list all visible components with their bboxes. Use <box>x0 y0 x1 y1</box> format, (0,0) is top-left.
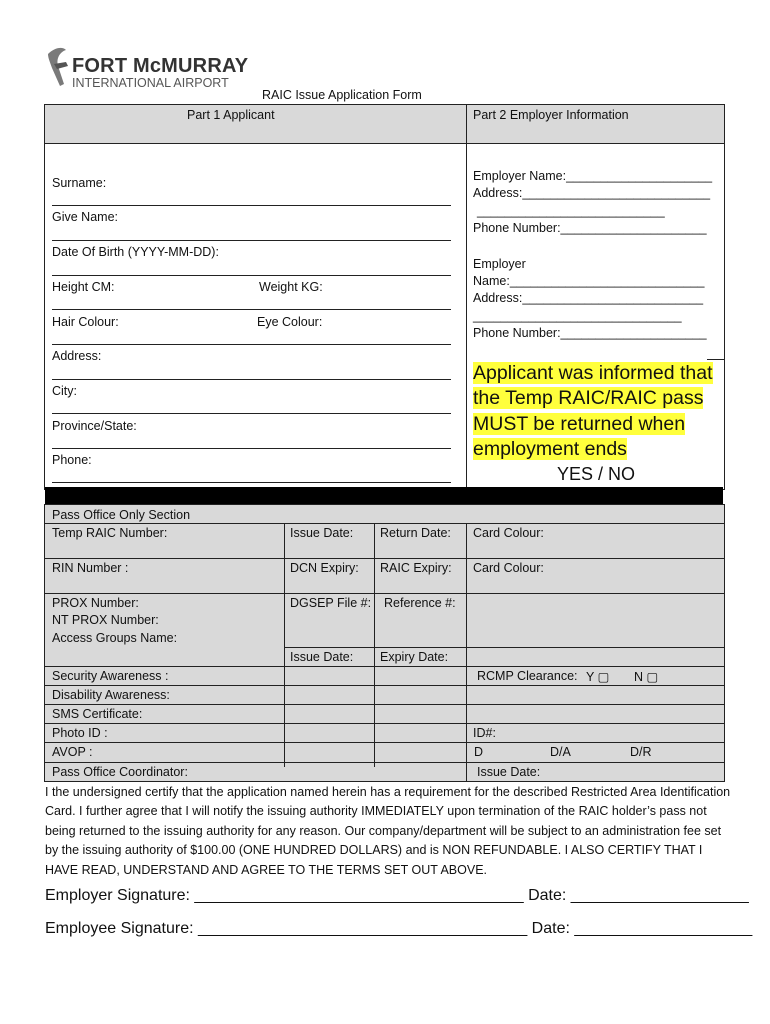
dgsep-label: DGSEP File #: <box>290 596 372 610</box>
form-title: RAIC Issue Application Form <box>262 88 422 102</box>
coordinator-label: Pass Office Coordinator: <box>52 765 188 779</box>
surname-line[interactable] <box>52 205 451 206</box>
dob-line[interactable] <box>52 275 451 276</box>
id-number-label: ID#: <box>473 726 496 740</box>
col-line-3 <box>466 523 467 782</box>
logo-subtitle: INTERNATIONAL AIRPORT <box>72 76 229 90</box>
given-name-line[interactable] <box>52 240 451 241</box>
province-line[interactable] <box>52 448 451 449</box>
col-line-2 <box>374 523 375 767</box>
city-line[interactable] <box>52 413 451 414</box>
eye-label: Eye Colour: <box>257 315 323 329</box>
avop-d-option[interactable]: D <box>474 745 484 759</box>
issue-date2-label: Issue Date: <box>290 650 354 664</box>
surname-label: Surname: <box>52 176 107 190</box>
certification-text: I the undersigned certify that the application named herein has a requirement for the described Restricted Area Identification Card. I further agree that I will notify the issuing authority IMMEDIATELY upon termination of the RAIC holder’s pass not being returned to the issuing authority for any reason. Our company/department will be subject to an administration fee set by the issuing authority of $100.00 (ONE HUNDRED DOLLARS) and is NON REFUNDABLE. I ALSO CERTIFY THAT I HAVE READ, UNDERSTAND AND AGREE TO THE TERMS SET OUT ABOVE. <box>45 785 731 877</box>
sms-certificate-label: SMS Certificate: <box>52 707 143 721</box>
weight-label: Weight KG: <box>259 280 323 294</box>
row-line-2 <box>44 558 725 559</box>
access-groups-label: Access Groups Name: <box>52 631 178 645</box>
employer2-name-field[interactable]: Name:____________________________ <box>473 274 705 288</box>
avop-dr-option[interactable]: D/R <box>630 745 652 759</box>
issue-date-label: Issue Date: <box>290 526 354 540</box>
employer-phone-field[interactable]: Phone Number:_____________________ <box>473 221 707 235</box>
height-weight-line[interactable] <box>52 309 451 310</box>
province-label: Province/State: <box>52 419 137 433</box>
employer2-label: Employer <box>473 257 526 271</box>
height-label: Height CM: <box>52 280 115 294</box>
employee-signature-line[interactable]: Employee Signature: _____________________________________ Date: ____________________ <box>45 920 753 937</box>
security-awareness-label: Security Awareness : <box>52 669 169 683</box>
part2-heading: Part 2 Employer Information <box>473 108 629 122</box>
employer2-address-field[interactable]: Address:__________________________ <box>473 291 704 305</box>
hair-eye-line[interactable] <box>52 344 451 345</box>
expiry-date-label: Expiry Date: <box>380 650 449 664</box>
row-line-10 <box>44 762 725 763</box>
rcmp-yes-checkbox[interactable]: Y ▢ <box>586 670 610 684</box>
city-label: City: <box>52 384 77 398</box>
hair-label: Hair Colour: <box>52 315 119 329</box>
reference-label: Reference #: <box>384 596 456 610</box>
row-line-1 <box>44 523 725 524</box>
dcn-expiry-label: DCN Expiry: <box>290 561 359 575</box>
employer-signature-line[interactable]: Employer Signature: _____________________________________ Date: ____________________ <box>45 887 749 904</box>
rcmp-label: RCMP Clearance: <box>477 669 578 683</box>
rcmp-no-checkbox[interactable]: N ▢ <box>634 670 659 684</box>
return-date-label: Return Date: <box>380 526 451 540</box>
header-divider <box>44 143 725 144</box>
return-pass-notice: Applicant was informed that the Temp RAIC/RAIC pass MUST be returned when employment ends <box>473 362 713 461</box>
raic-expiry-label: RAIC Expiry: <box>380 561 452 575</box>
prox-label: PROX Number: <box>52 596 139 610</box>
phone-line[interactable] <box>52 482 451 483</box>
photo-id-label: Photo ID : <box>52 726 108 740</box>
card-colour2-label: Card Colour: <box>473 561 544 575</box>
disability-awareness-label: Disability Awareness: <box>52 688 170 702</box>
avop-da-option[interactable]: D/A <box>550 745 571 759</box>
address-label: Address: <box>52 349 102 363</box>
address-line[interactable] <box>52 379 451 380</box>
row-line-7 <box>44 704 725 705</box>
temp-raic-label: Temp RAIC Number: <box>52 526 168 540</box>
issue-date3-label: Issue Date: <box>477 765 541 779</box>
row-line-3 <box>44 593 725 594</box>
col-line-1 <box>284 523 285 767</box>
part1-heading: Part 1 Applicant <box>187 108 275 122</box>
row-line-8 <box>44 723 725 724</box>
pass-office-title: Pass Office Only Section <box>52 508 191 522</box>
rin-label: RIN Number : <box>52 561 129 575</box>
employer-address-field[interactable]: Address:___________________________ <box>473 186 711 200</box>
employer2-phone-field[interactable]: Phone Number:_____________________ <box>473 326 707 340</box>
avop-label: AVOP : <box>52 745 93 759</box>
row-line-4 <box>284 647 725 648</box>
section-separator-bar <box>45 487 723 504</box>
dob-label: Date Of Birth (YYYY-MM-DD): <box>52 245 219 259</box>
card-colour-label: Card Colour: <box>473 526 544 540</box>
given-name-label: Give Name: <box>52 210 118 224</box>
phone-label: Phone: <box>52 453 92 467</box>
employer-address-line[interactable]: ___________________________ <box>477 204 665 218</box>
row-line-5 <box>44 666 725 667</box>
yes-no-choice[interactable]: YES / NO <box>557 464 636 484</box>
notice-divider <box>707 359 725 360</box>
employer2-address-line[interactable]: ______________________________ <box>473 309 682 323</box>
logo-name: FORT McMURRAY <box>72 55 249 77</box>
row-line-6 <box>44 685 725 686</box>
row-line-9 <box>44 742 725 743</box>
nt-prox-label: NT PROX Number: <box>52 613 159 627</box>
column-divider <box>466 104 467 490</box>
employer-name-field[interactable]: Employer Name:_____________________ <box>473 169 713 183</box>
